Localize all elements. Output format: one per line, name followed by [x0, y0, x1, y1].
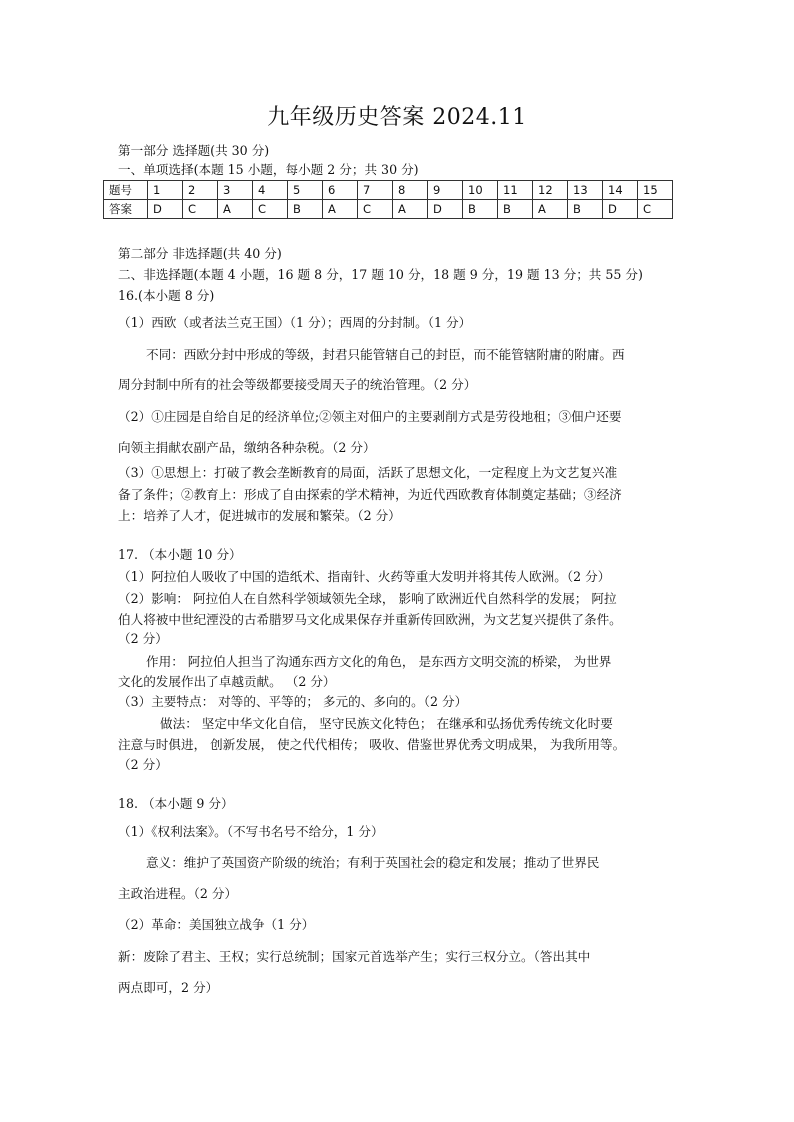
answer-line: 周分封制中所有的社会等级都要接受周天子的统治管理。（2 分）	[118, 377, 477, 392]
answer-line: 向领主捐献农副产品，缴纳各种杂税。（2 分）	[118, 440, 376, 455]
answer-cell: D	[428, 200, 463, 219]
question-18-heading: 18. （本小题 9 分）	[118, 796, 234, 811]
answer-line: 文化的发展作出了卓越贡献。 （2 分）	[118, 674, 336, 689]
number-cell: 14	[603, 181, 638, 200]
answer-line: 备了条件；②教育上：形成了自由探索的学术精神，为近代西欧教育体制奠定基础；③经济	[118, 487, 622, 502]
answer-line: 作用： 阿拉伯人担当了沟通东西方文化的角色， 是东西方文明交流的桥梁， 为世界	[146, 654, 612, 669]
answer-line: 两点即可，2 分）	[118, 980, 219, 995]
answer-line: 主政治进程。（2 分）	[118, 886, 238, 901]
number-cell: 1	[148, 181, 183, 200]
answer-table	[103, 180, 673, 219]
answer-line: （2）影响： 阿拉伯人在自然科学领域领先全球， 影响了欧洲近代自然科学的发展； 阿拉	[118, 591, 617, 606]
answer-line: 注意与时俱进， 创新发展， 使之代代相传； 吸收、借鉴世界优秀文明成果， 为我所用等。	[118, 737, 626, 752]
page-title: 九年级历史答案 2024.11	[267, 105, 527, 130]
number-cell: 11	[498, 181, 533, 200]
answer-cell: A	[218, 200, 253, 219]
number-cell: 7	[358, 181, 393, 200]
answer-cell: C	[638, 200, 673, 219]
number-cell: 5	[288, 181, 323, 200]
part2-section: 二、非选择题(本题 4 小题，16 题 8 分，17 题 10 分，18 题 9 分，19 题 13 分；共 55 分)	[118, 267, 643, 282]
answer-line: （2 分）	[118, 757, 168, 772]
answer-cell: C	[253, 200, 288, 219]
answer-line: （1）《权利法案》。（不写书名号不给分，1 分）	[118, 824, 384, 839]
answer-cell: B	[463, 200, 498, 219]
answer-cell: C	[183, 200, 218, 219]
part1-heading: 第一部分 选择题(共 30 分)	[118, 143, 270, 158]
answer-line: （2 分）	[118, 631, 168, 646]
number-cell: 3	[218, 181, 253, 200]
answer-cell: B	[288, 200, 323, 219]
answer-line: （1）西欧（或者法兰克王国）（1 分）；西周的分封制。（1 分）	[118, 315, 472, 330]
answer-line: 意义：维护了英国资产阶级的统治；有利于英国社会的稳定和发展；推动了世界民	[146, 855, 600, 870]
number-cell: 15	[638, 181, 673, 200]
answer-cell: A	[393, 200, 428, 219]
row-label-answers: 答案	[104, 200, 148, 219]
question-17-heading: 17. （本小题 10 分）	[118, 547, 242, 562]
number-cell: 4	[253, 181, 288, 200]
answer-line: （3）主要特点： 对等的、平等的； 多元的、多向的。（2 分）	[118, 694, 468, 709]
number-cell: 2	[183, 181, 218, 200]
answer-cell: A	[323, 200, 358, 219]
part1-section: 一、单项选择(本题 15 小题，每小题 2 分；共 30 分)	[118, 162, 419, 177]
answer-cell: D	[148, 200, 183, 219]
question-16-heading: 16.(本小题 8 分)	[118, 288, 215, 303]
answer-cell: B	[498, 200, 533, 219]
answer-cell: D	[603, 200, 638, 219]
answer-line: （2）革命：美国独立战争（1 分）	[118, 917, 315, 932]
answer-cell: B	[568, 200, 603, 219]
number-cell: 6	[323, 181, 358, 200]
answer-line: 伯人将被中世纪湮没的古希腊罗马文化成果保存并重新传回欧洲，为文艺复兴提供了条件。	[118, 612, 622, 627]
number-cell: 12	[533, 181, 568, 200]
part2-heading: 第二部分 非选择题(共 40 分)	[118, 246, 282, 261]
table-row-answers	[104, 200, 673, 219]
number-cell: 10	[463, 181, 498, 200]
answer-cell: A	[533, 200, 568, 219]
answer-cell: C	[358, 200, 393, 219]
answer-line: （3）①思想上：打破了教会垄断教育的局面，活跃了思想文化，一定程度上为文艺复兴准	[118, 465, 618, 480]
answer-line: 上：培养了人才，促进城市的发展和繁荣。（2 分）	[118, 508, 401, 523]
answer-line: （1）阿拉伯人吸收了中国的造纸术、指南针、火药等重大发明并将其传人欧洲。（2 分）	[118, 569, 611, 584]
number-cell: 13	[568, 181, 603, 200]
answer-line: 做法： 坚定中华文化自信， 坚守民族文化特色； 在继承和弘扬优秀传统文化时要	[160, 716, 613, 731]
answer-line: 不同：西欧分封中形成的等级，封君只能管辖自己的封臣，而不能管辖附庸的附庸。西	[146, 347, 625, 362]
table-row-numbers	[104, 181, 673, 200]
number-cell: 8	[393, 181, 428, 200]
number-cell: 9	[428, 181, 463, 200]
answer-line: （2）①庄园是自给自足的经济单位;②领主对佃户的主要剥削方式是劳役地租；③佃户还要	[118, 409, 622, 424]
answer-line: 新：废除了君主、王权；实行总统制；国家元首选举产生；实行三权分立。（答出其中	[118, 949, 591, 964]
row-label-numbers: 题号	[104, 181, 148, 200]
